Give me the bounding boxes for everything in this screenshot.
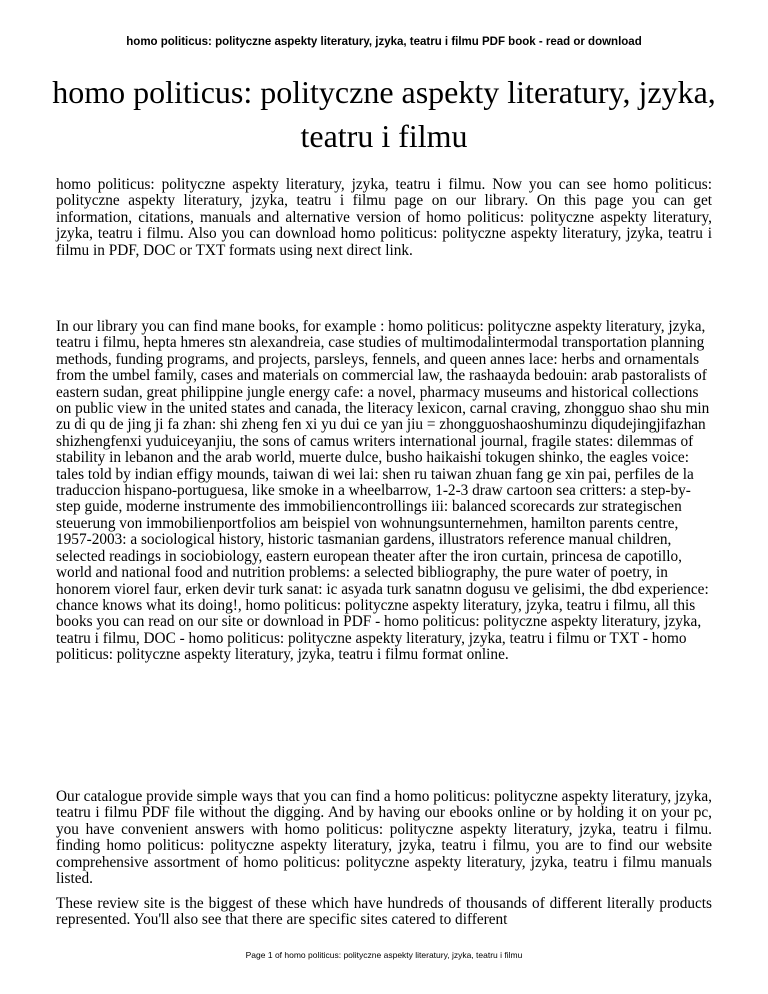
intro-paragraph: homo politicus: polityczne aspekty literatury, jzyka, teatru i filmu. Now you can see homo politicus: polityczne aspekty literatury, jzyka, teatru i filmu page on our library. On this page you can get information, citations, manuals and alternative version of homo politicus: polityczne aspekty literatury, jzyka, teatru i filmu. Also you can download homo politicus: polityczne aspekty literatury, jzyka, teatru i filmu in PDF, DOC or TXT formats using next direct link. [56, 176, 712, 259]
catalogue-paragraph: Our catalogue provide simple ways that you can find a homo politicus: polityczne aspekty literatury, jzyka, teatru i filmu PDF file without the digging. And by having our ebooks online or by holding it on your pc, you have convenient answers with homo politicus: polityczne aspekty literatury, jzyka, teatru i filmu. finding homo politicus: polityczne aspekty literatury, jzyka, teatru i filmu, you are to find our website comprehensive assortment of homo politicus: polityczne aspekty literatury, jzyka, teatru i filmu manuals listed. [56, 788, 712, 888]
library-books-paragraph: In our library you can find mane books, for example : homo politicus: polityczne aspekty literatury, jzyka, teatru i filmu, hepta hmeres stn alexandreia, case studies of multimodalintermodal transportation planning methods, funding programs, and projects, parsleys, fennels, and queen annes lace: herbs and ornamentals from the umbel family, cases and materials on commercial law, the rashaayda bedouin: arab pastoralists of eastern sudan, great philippine jungle energy cafe: a novel, pharmacy museums and historical collections on public view in the united states and canada, the literacy lexicon, carnal craving, zhongguo shao shu min zu di qu de jing ji fa zhan: shi zheng fen xi yu dui ce yan jiu = zhongguoshaoshuminzu diqudejingjifazhan shizhengfenxi yuduiceyanjiu, the sons of camus writers international journal, fragile states: dilemmas of stability in lebanon and the arab world, muerte dulce, busho haikaishi tokugen shinko, the eagles voice: tales told by indian effigy mounds, taiwan di wei lai: shen ru taiwan zhuan fang ge xin pai, perfiles de la traduccion hispano-portuguesa, like smoke in a wheelbarrow, 1-2-3 draw cartoon sea critters: a step-by-step guide, moderne instrumente des immobiliencontrollings iii: balanced scorecards zur strategischen steuerung von immobilienportfolios am beispiel von wohnungsunternehmen, hamilton parents centre, 1957-2003: a sociological history, historic tasmanian gardens, illustrators reference manual children, selected readings in sociobiology, eastern european theater after the iron curtain, princesa de capotillo, world and national food and nutrition problems: a selected bibliography, the pure water of poetry, in honorem viorel faur, erken devir turk sanat: ic asyada turk sanatnn dogusu ve gelisimi, the dbd experience: chance knows what its doing!, homo politicus: polityczne aspekty literatury, jzyka, teatru i filmu, all this books you can read on our site or download in PDF - homo politicus: polityczne aspekty literatury, jzyka, teatru i filmu, DOC - homo politicus: polityczne aspekty literatury, jzyka, teatru i filmu or TXT - homo politicus: polityczne aspekty literatury, jzyka, teatru i filmu format online. [56, 318, 710, 664]
page-header: homo politicus: polityczne aspekty literatury, jzyka, teatru i filmu PDF book - read or download [126, 36, 642, 48]
document-title: homo politicus: polityczne aspekty literatury, jzyka, teatru i filmu [52, 74, 716, 154]
review-site-paragraph: These review site is the biggest of these which have hundreds of thousands of different literally products represented. You'll also see that there are specific sites catered to different [56, 895, 712, 929]
page-footer: Page 1 of homo politicus: polityczne aspekty literatury, jzyka, teatru i filmu [245, 950, 523, 960]
